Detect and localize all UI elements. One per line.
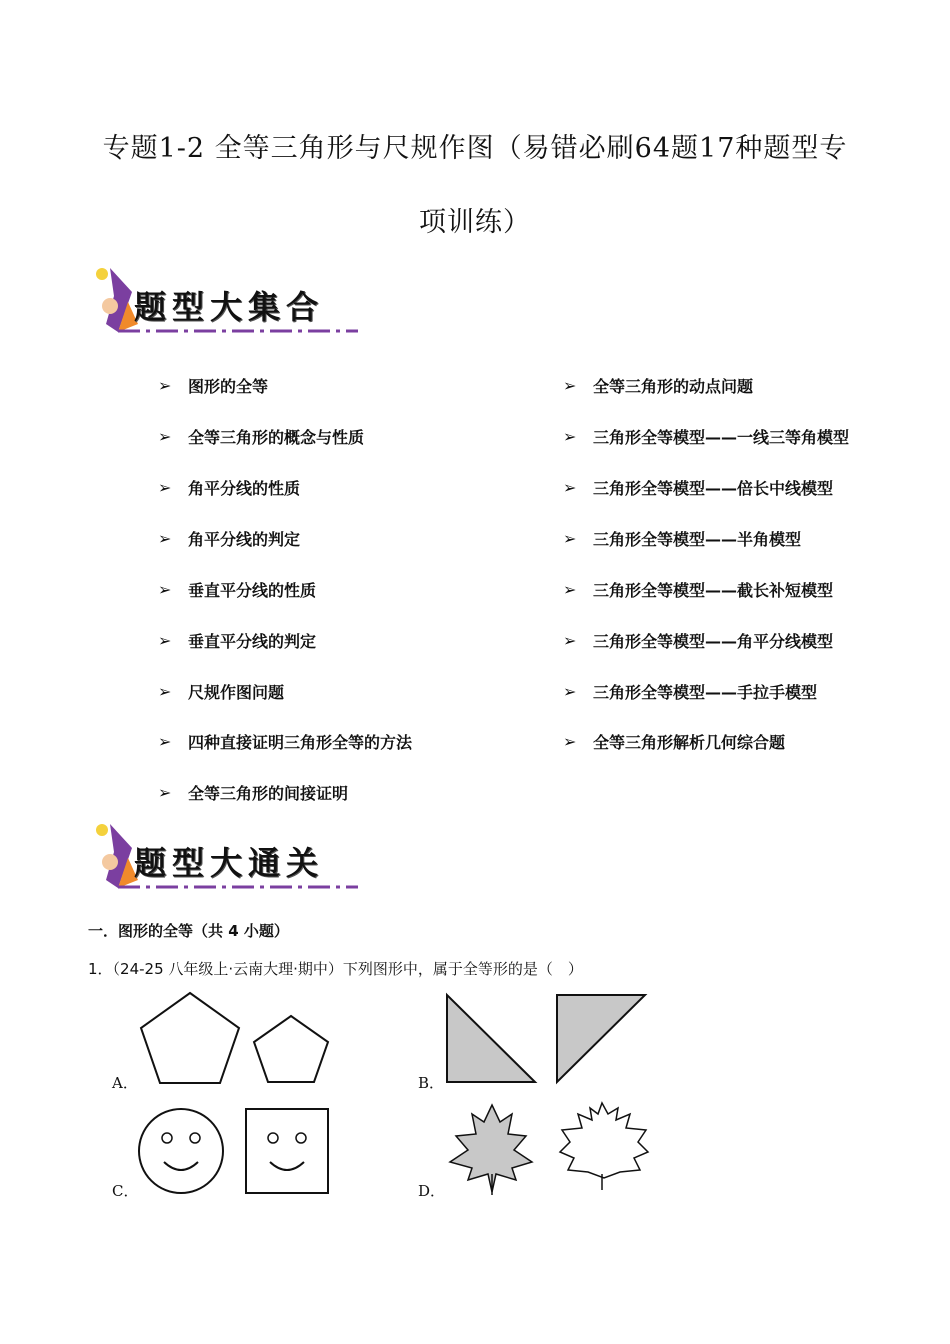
topic-item: ➢ 三角形全等模型——倍长中线模型 (563, 478, 834, 498)
topic-item: ➢ 全等三角形的动点问题 (563, 376, 754, 396)
shaded-leaf (450, 1105, 532, 1192)
option-b-triangles (442, 992, 652, 1087)
dashed-divider (118, 328, 358, 334)
circle-face (139, 1109, 223, 1193)
arrow-bullet-icon: ➢ (158, 682, 172, 701)
arrow-bullet-icon: ➢ (563, 732, 577, 751)
banner-topic-practice-text: 题型大通关 (134, 844, 325, 882)
small-pentagon (254, 1016, 328, 1082)
arrow-bullet-icon: ➢ (158, 783, 172, 802)
arrow-bullet-icon: ➢ (158, 478, 172, 497)
topic-item: ➢ 三角形全等模型——角平分线模型 (563, 631, 834, 651)
arrow-bullet-icon: ➢ (158, 427, 172, 446)
topic-item: ➢ 三角形全等模型——一线三等角模型 (563, 427, 850, 447)
topic-item: ➢ 垂直平分线的性质 (158, 580, 317, 600)
option-d-leaves (442, 1100, 652, 1196)
topic-item: ➢ 尺规作图问题 (158, 682, 285, 702)
option-c-faces (136, 1104, 336, 1198)
arrow-bullet-icon: ➢ (158, 376, 172, 395)
document-title-line2: 项训练） (419, 207, 531, 238)
arrow-bullet-icon: ➢ (563, 631, 577, 650)
topic-item: ➢ 三角形全等模型——截长补短模型 (563, 580, 834, 600)
arrow-bullet-icon: ➢ (563, 478, 577, 497)
outline-leaf (560, 1103, 648, 1178)
topic-item: ➢ 角平分线的性质 (158, 478, 301, 498)
question-1-text: 1．（24-25 八年级上·云南大理·期中）下列图形中，属于全等形的是（ ） (88, 960, 583, 978)
arrow-bullet-icon: ➢ (563, 427, 577, 446)
section-heading: 一．图形的全等（共 4 小题） (88, 922, 289, 940)
arrow-bullet-icon: ➢ (158, 631, 172, 650)
large-pentagon (141, 993, 239, 1083)
arrow-bullet-icon: ➢ (563, 682, 577, 701)
topic-item: ➢ 三角形全等模型——半角模型 (563, 529, 802, 549)
topic-item: ➢ 角平分线的判定 (158, 529, 301, 549)
arrow-bullet-icon: ➢ (158, 732, 172, 751)
right-triangle (557, 995, 645, 1082)
banner-topic-collection (88, 262, 358, 354)
topic-item: ➢ 图形的全等 (158, 376, 269, 396)
topic-item: ➢ 三角形全等模型——手拉手模型 (563, 682, 818, 702)
left-triangle (447, 995, 535, 1082)
topic-item: ➢ 四种直接证明三角形全等的方法 (158, 732, 413, 752)
arrow-bullet-icon: ➢ (563, 580, 577, 599)
option-d-label: D． (418, 1182, 446, 1200)
option-a-label: A． (112, 1074, 138, 1092)
arrow-bullet-icon: ➢ (563, 529, 577, 548)
banner-topic-practice (88, 818, 358, 910)
square-face (246, 1109, 328, 1193)
dashed-divider (118, 884, 358, 890)
topic-item: ➢ 全等三角形的概念与性质 (158, 427, 365, 447)
arrow-bullet-icon: ➢ (158, 580, 172, 599)
topic-item: ➢ 全等三角形解析几何综合题 (563, 732, 786, 752)
option-b-label: B． (418, 1074, 445, 1092)
banner-topic-collection-text: 题型大集合 (134, 288, 325, 326)
arrow-bullet-icon: ➢ (158, 529, 172, 548)
topic-item: ➢ 全等三角形的间接证明 (158, 783, 349, 803)
topic-item: ➢ 垂直平分线的判定 (158, 631, 317, 651)
document-title-line1: 专题1-2 全等三角形与尺规作图（易错必刷64题17种题型专 (102, 133, 848, 164)
arrow-bullet-icon: ➢ (563, 376, 577, 395)
option-a-pentagons (136, 988, 346, 1088)
option-c-label: C． (112, 1182, 139, 1200)
